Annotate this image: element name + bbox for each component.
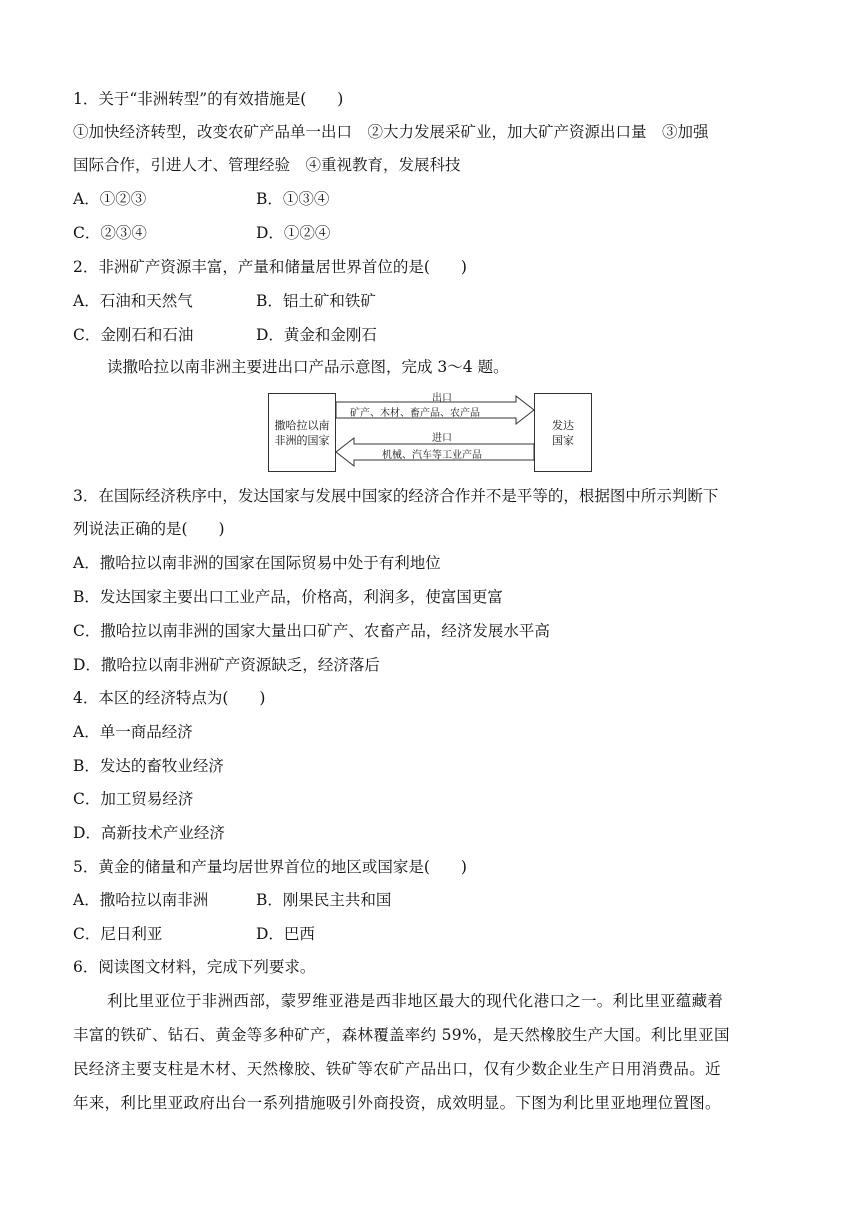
intro-3-4: 读撒哈拉以南非洲主要进出口产品示意图，完成 3～4 题。 <box>107 358 509 376</box>
q3-stem-line1: 3．在国际经济秩序中，发达国家与发展中国家的经济合作并不是平等的，根据图中所示判断下 <box>73 487 719 505</box>
q1-stem: 1．关于“非洲转型”的有效措施是( ) <box>73 90 344 108</box>
q1-description-line2: 国际合作，引进人才、管理经验 ④重视教育，发展科技 <box>73 156 461 174</box>
africa-countries-box <box>268 393 336 472</box>
q1-option-d: D．①②④ <box>256 224 331 242</box>
q2-options-row1 <box>73 291 376 311</box>
q2-option-a: A．石油和天然气 <box>73 292 193 310</box>
trade-diagram <box>268 393 592 472</box>
q3-option-a: A．撒哈拉以南非洲的国家在国际贸易中处于有利地位 <box>73 554 441 572</box>
q4-option-b: B．发达的畜牧业经济 <box>73 757 224 775</box>
q4-stem: 4．本区的经济特点为( ) <box>73 689 266 707</box>
q4-option-c: C．加工贸易经济 <box>73 790 194 808</box>
q1-options-row2 <box>73 223 331 243</box>
q1-option-c: C．②③④ <box>73 224 147 242</box>
export-items: 矿产、木材、畜产品、农产品 <box>350 408 480 419</box>
q5-option-c: C．尼日利亚 <box>73 925 163 943</box>
q2-stem: 2．非洲矿产资源丰富，产量和储量居世界首位的是( ) <box>73 258 467 276</box>
q2-option-d: D．黄金和金刚石 <box>256 326 377 344</box>
q2-option-b: B．铝土矿和铁矿 <box>256 292 376 310</box>
export-title: 出口 <box>432 393 452 404</box>
q1-description-line1: ①加快经济转型，改变农矿产品单一出口 ②大力发展采矿业，加大矿产资源出口量 ③加强 <box>73 123 709 141</box>
q6-stem: 6．阅读图文材料，完成下列要求。 <box>73 958 316 976</box>
developed-countries-box <box>534 393 592 472</box>
africa-box-line2: 非洲的国家 <box>274 433 330 447</box>
q5-stem: 5．黄金的储量和产量均居世界首位的地区或国家是( ) <box>73 858 467 876</box>
q5-options-row2 <box>73 924 315 944</box>
q6-paragraph-line3: 民经济主要支柱是木材、天然橡胶、铁矿等农矿产品出口，仅有少数企业生产日用消费品。近 <box>73 1060 721 1078</box>
import-title: 进口 <box>432 433 452 444</box>
q5-options-row1 <box>73 890 392 910</box>
q2-option-c: C．金刚石和石油 <box>73 326 194 344</box>
q6-paragraph-line1: 利比里亚位于非洲西部，蒙罗维亚港是西非地区最大的现代化港口之一。利比里亚蕴藏着 <box>107 992 724 1010</box>
q5-option-d: D．巴西 <box>256 925 315 943</box>
q5-option-a: A．撒哈拉以南非洲 <box>73 891 209 909</box>
import-items: 机械、汽车等工业产品 <box>382 450 482 461</box>
q3-stem-line2: 列说法正确的是( ) <box>73 520 225 538</box>
q1-option-a: A．①②③ <box>73 190 147 208</box>
q3-option-d: D．撒哈拉以南非洲矿产资源缺乏，经济落后 <box>73 656 380 674</box>
q4-option-d: D．高新技术产业经济 <box>73 824 225 842</box>
developed-box-line1: 发达 <box>552 418 574 432</box>
q4-option-a: A．单一商品经济 <box>73 723 193 741</box>
q3-option-b: B．发达国家主要出口工业产品，价格高，利润多，使富国更富 <box>73 588 503 606</box>
q6-paragraph-line2: 丰富的铁矿、钻石、黄金等多种矿产，森林覆盖率约 59%，是天然橡胶生产大国。利比里亚国 <box>73 1026 730 1044</box>
q2-options-row2 <box>73 325 377 345</box>
africa-box-line1: 撒哈拉以南 <box>274 418 330 432</box>
q6-paragraph-line4: 年来，利比里亚政府出台一系列措施吸引外商投资，成效明显。下图为利比里亚地理位置图。 <box>73 1094 721 1112</box>
q3-option-c: C．撒哈拉以南非洲的国家大量出口矿产、农畜产品，经济发展水平高 <box>73 622 550 640</box>
developed-box-line2: 国家 <box>552 433 574 447</box>
q5-option-b: B．刚果民主共和国 <box>256 891 392 909</box>
q1-option-b: B．①③④ <box>256 190 330 208</box>
q1-options-row1 <box>73 189 330 209</box>
